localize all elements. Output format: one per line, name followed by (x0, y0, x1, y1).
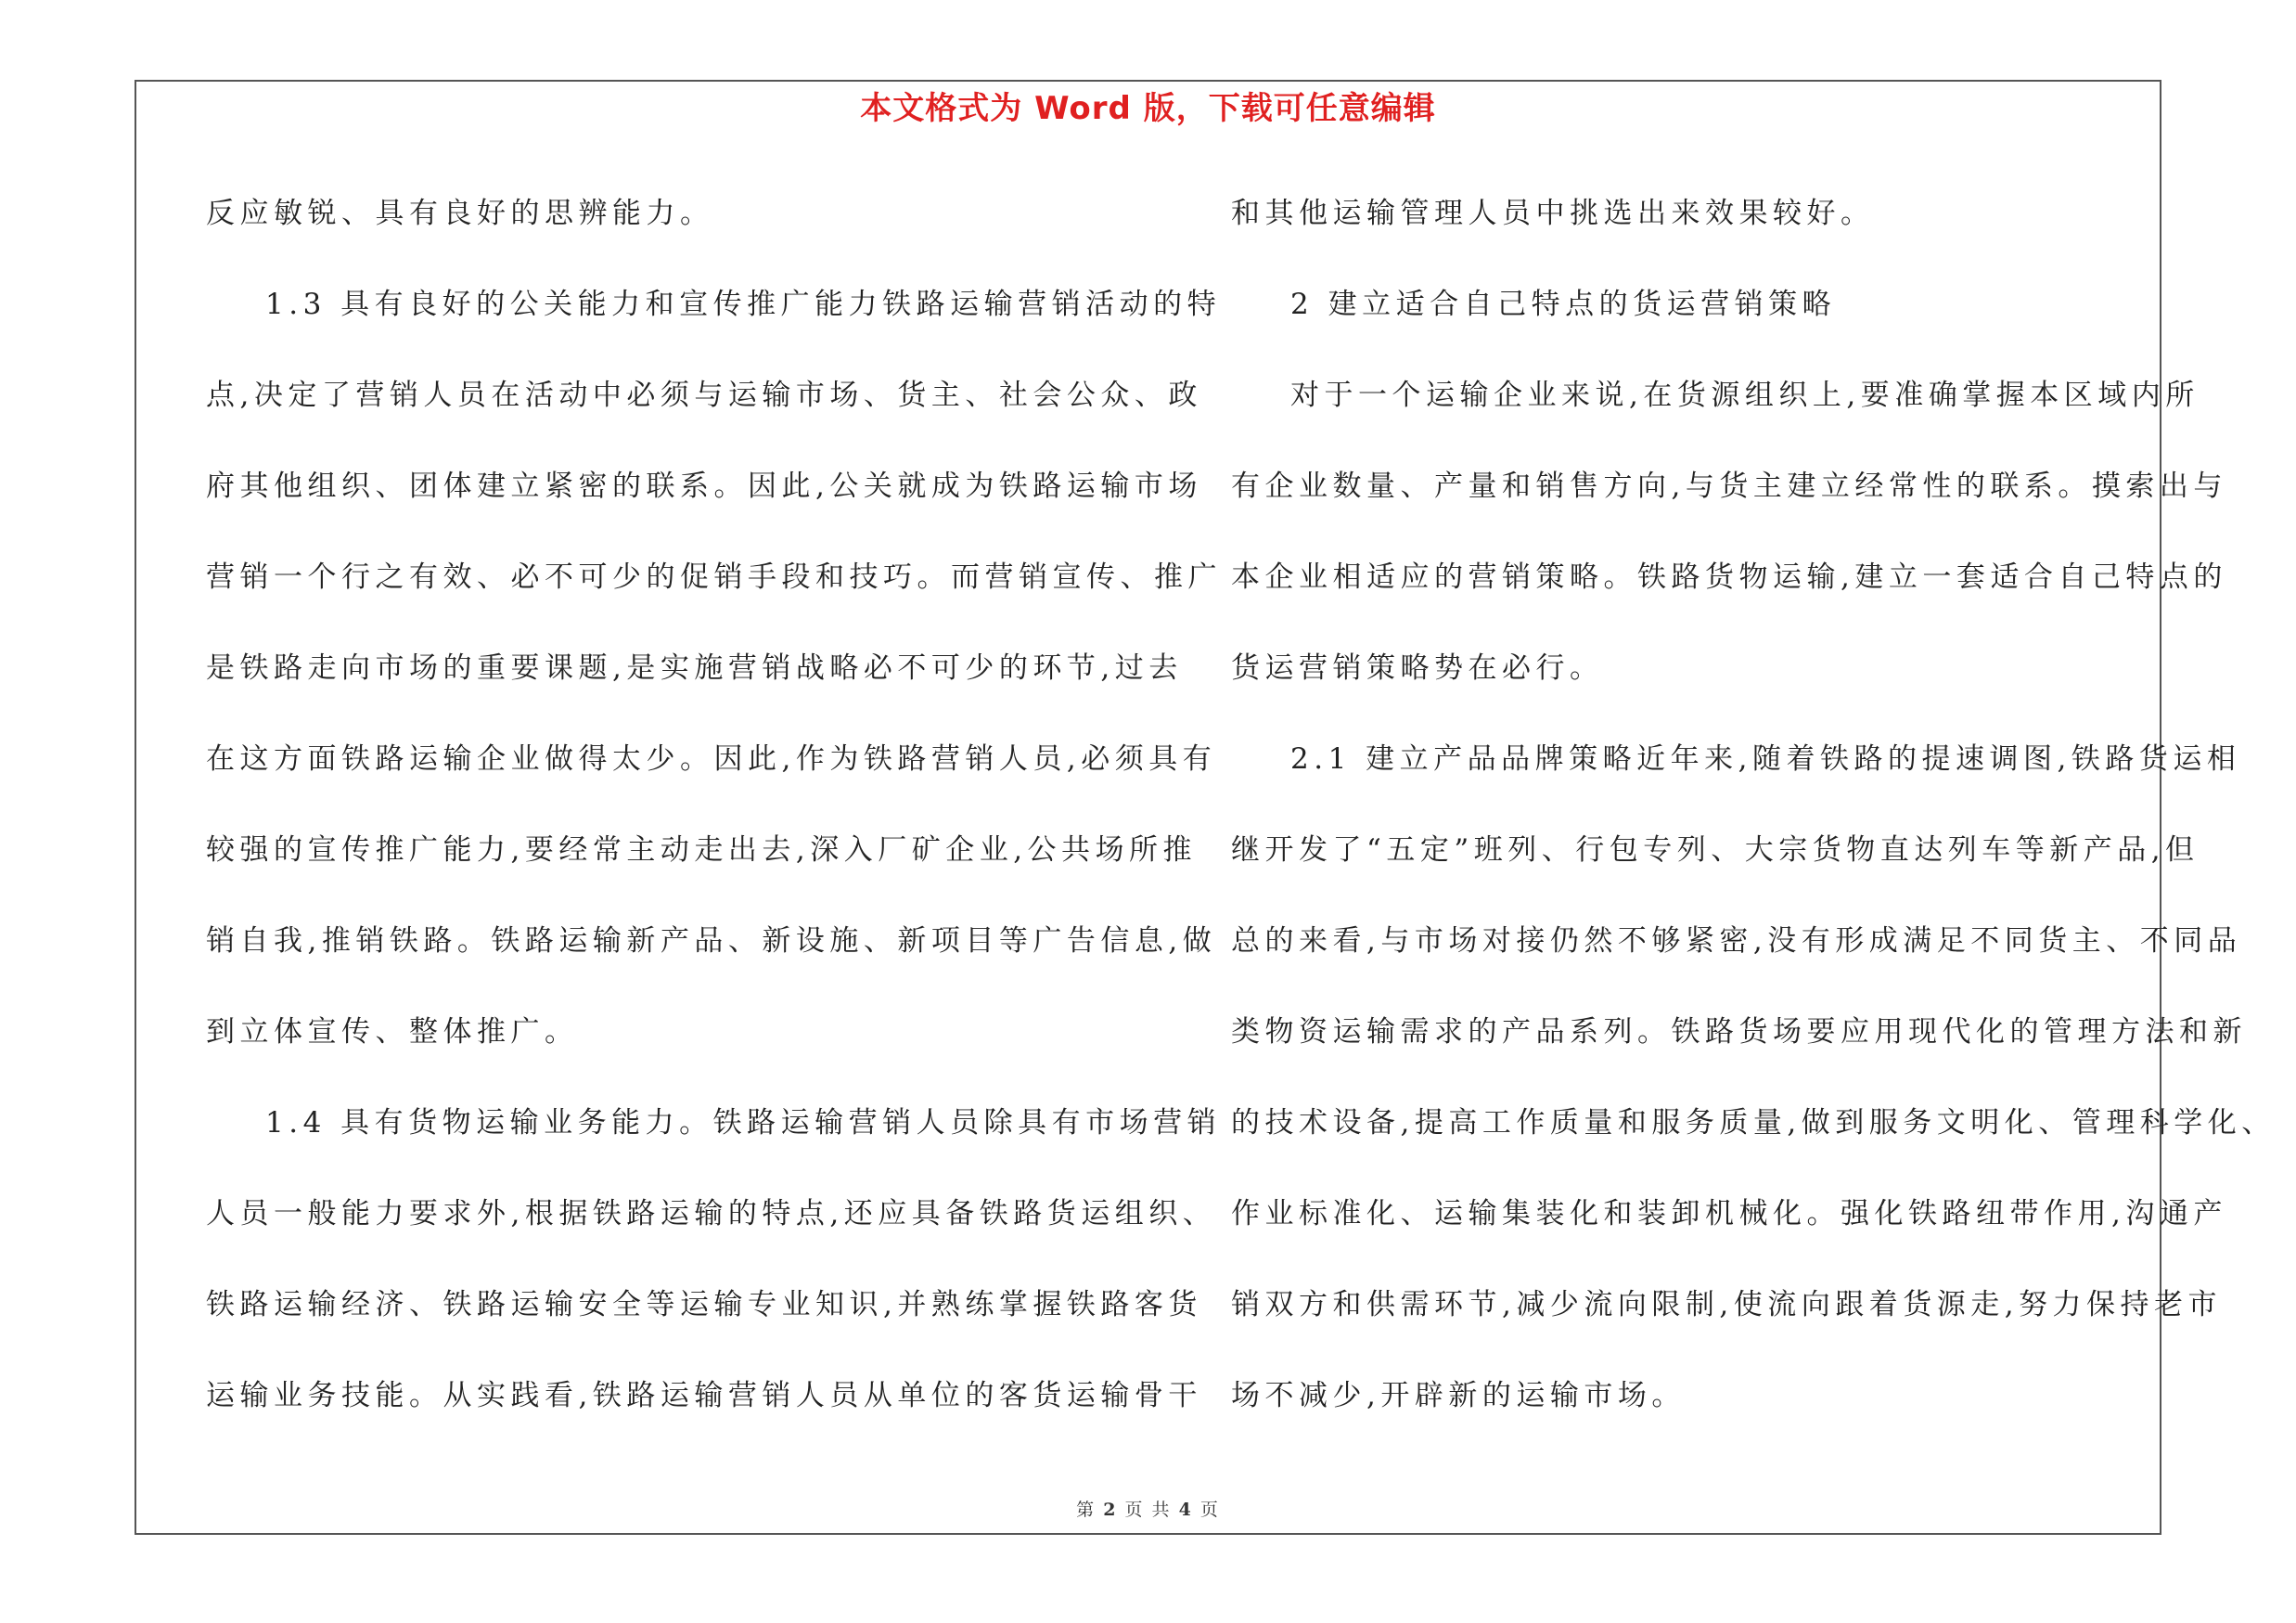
text-line: 营销一个行之有效、必不可少的促销手段和技巧。而营销宣传、推广 (206, 560, 1222, 594)
text-line: 场不减少,开辟新的运输市场。 (1231, 1379, 1686, 1412)
text-line: 点,决定了营销人员在活动中必须与运输市场、货主、社会公众、政 (206, 379, 1202, 412)
text-line: 是铁路走向市场的重要课题,是实施营销战略必不可少的环节,过去 (206, 651, 1183, 685)
text-line: 总的来看,与市场对接仍然不够紧密,没有形成满足不同货主、不同品 (1231, 924, 2242, 958)
text-line: 有企业数量、产量和销售方向,与货主建立经常性的联系。摸索出与 (1231, 470, 2227, 503)
text-line: 货运营销策略势在必行。 (1231, 651, 1604, 685)
text-line: 较强的宣传推广能力,要经常主动走出去,深入厂矿企业,公共场所推 (206, 833, 1198, 867)
footer-prefix: 第 (1076, 1500, 1097, 1520)
text-line: 作业标准化、运输集装化和装卸机械化。强化铁路纽带作用,沟通产 (1231, 1197, 2227, 1230)
text-line: 本企业相适应的营销策略。铁路货物运输,建立一套适合自己特点的 (1231, 560, 2227, 594)
text-line: 和其他运输管理人员中挑选出来效果较好。 (1231, 197, 1875, 230)
text-line: 在这方面铁路运输企业做得太少。因此,作为铁路营销人员,必须具有 (206, 742, 1217, 776)
footer-suffix: 页 (1199, 1500, 1220, 1520)
text-line: 对于一个运输企业来说,在货源组织上,要准确掌握本区域内所 (1290, 379, 2200, 412)
text-line: 销自我,推销铁路。铁路运输新产品、新设施、新项目等广告信息,做 (206, 924, 1217, 958)
text-line: 到立体宣传、整体推广。 (206, 1015, 579, 1049)
word-format-notice: 本文格式为 Word 版，下载可任意编辑 (860, 90, 1436, 127)
right-column (1231, 186, 2276, 1459)
text-line: 类物资运输需求的产品系列。铁路货场要应用现代化的管理方法和新 (1231, 1015, 2247, 1049)
text-line: 2.1 建立产品品牌策略近年来,随着铁路的提速调图,铁路货运相 (1290, 742, 2241, 776)
text-line: 的技术设备,提高工作质量和服务质量,做到服务文明化、管理科学化、 (1231, 1106, 2276, 1140)
text-line: 继开发了“五定”班列、行包专列、大宗货物直达列车等新产品,但 (1231, 833, 2200, 867)
text-line: 1.3 具有良好的公关能力和宣传推广能力铁路运输营销活动的特 (265, 288, 1222, 321)
text-line: 运输业务技能。从实践看,铁路运输营销人员从单位的客货运输骨干 (206, 1379, 1202, 1412)
text-line: 反应敏锐、具有良好的思辨能力。 (206, 197, 714, 230)
text-line: 销双方和供需环节,减少流向限制,使流向跟着货源走,努力保持老市 (1231, 1288, 2223, 1321)
page-footer (0, 1496, 2296, 1521)
left-column (206, 186, 1222, 1459)
text-line: 铁路运输经济、铁路运输安全等运输专业知识,并熟练掌握铁路客货 (206, 1288, 1202, 1321)
text-line: 人员一般能力要求外,根据铁路运输的特点,还应具备铁路货运组织、 (206, 1197, 1217, 1230)
text-line: 2 建立适合自己特点的货运营销策略 (1290, 288, 1837, 321)
footer-middle: 页 共 (1124, 1500, 1172, 1520)
text-line: 1.4 具有货物运输业务能力。铁路运输营销人员除具有市场营销 (265, 1106, 1222, 1140)
footer-current-page: 2 (1103, 1500, 1118, 1520)
footer-total-pages: 4 (1178, 1500, 1193, 1520)
text-line: 府其他组织、团体建立紧密的联系。因此,公关就成为铁路运输市场 (206, 470, 1202, 503)
